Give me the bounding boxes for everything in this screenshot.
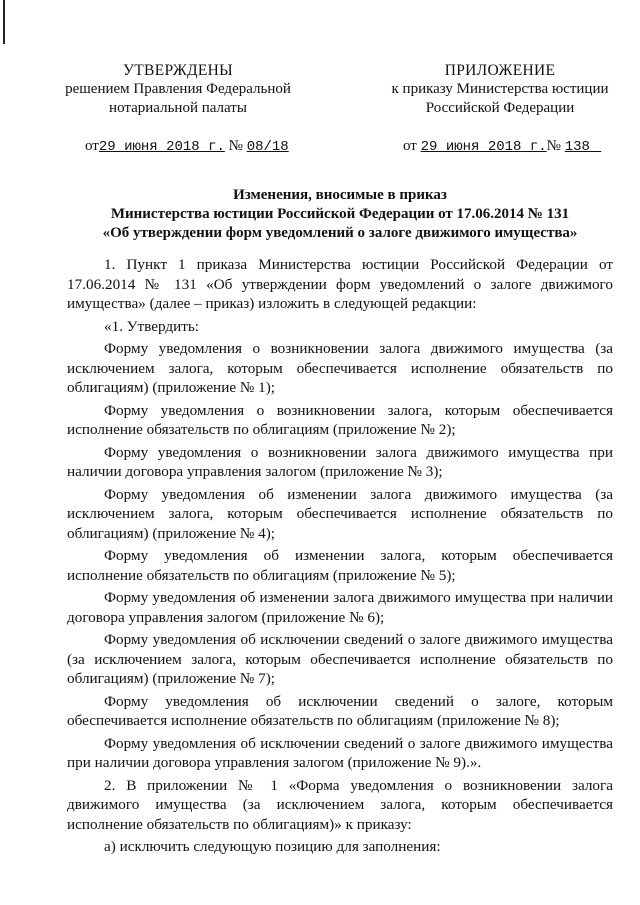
appendix-line-2: Российской Федерации: [425, 100, 575, 116]
title-line-1: Изменения, вносимые в приказ: [233, 187, 447, 203]
form-item-2: Форму уведомления о возникновении залога, которым обеспечивается исполнение обязательств по облигациям (приложение № 2);: [67, 401, 613, 438]
approval-title: УТВЕРЖДЕНЫ: [123, 62, 233, 79]
form-item-4: Форму уведомления об изменении залога движимого имущества (за исключением залога, которым обеспечивается исполнение обязательств по облигациям) (приложение № 4);: [67, 485, 613, 542]
appendix-line-1: к приказу Министерства юстиции: [391, 81, 609, 97]
order-date-prefix: от: [403, 138, 417, 154]
form-item-1: Форму уведомления о возникновении залога движимого имущества (за исключением залога, которым обеспечивается исполнение обязательств по облигациям) (приложение № 1);: [67, 340, 613, 396]
form-item-6: Форму уведомления об изменении залога движимого имущества при наличии договора управления залогом (приложение № 6);: [67, 589, 613, 626]
approval-date-prefix: от: [85, 138, 99, 154]
form-item-9: Форму уведомления об исключении сведений о залоге движимого имущества при наличии договора управления залогом (приложение № 9).».: [67, 734, 613, 771]
approval-number-label: №: [228, 138, 243, 154]
title-line-2: Министерства юстиции Российской Федерации от 17.06.2014 № 131: [110, 206, 570, 222]
document-body: [67, 255, 613, 860]
order-number: 138: [564, 139, 590, 155]
approval-line-1: решением Правления Федеральной: [65, 81, 291, 97]
form-item-5: Форму уведомления об изменении залога, которым обеспечивается исполнение обязательств по облигациям (приложение № 5);: [67, 547, 613, 584]
appendix-title: ПРИЛОЖЕНИЕ: [444, 62, 556, 79]
approval-block: [60, 61, 296, 118]
paragraph-approve: «1. Утвердить:: [104, 317, 200, 335]
appendix-block: [380, 61, 620, 118]
order-number-label: №: [546, 138, 561, 154]
approval-date-line: [85, 138, 289, 155]
approval-date: 29 июня 2018 г.: [98, 139, 225, 155]
paragraph-item-2: 2. В приложении № 1 «Форма уведомления о возникновении залога движимого имущества (за исключением залога, которым обеспечивается исполнение обязательств по облигациям)» к приказу:: [67, 776, 613, 833]
page-edge-mark: [3, 0, 5, 44]
title-line-3: «Об утверждении форм уведомлений о залоге движимого имущества»: [102, 225, 578, 241]
form-item-7: Форму уведомления об исключении сведений о залоге движимого имущества (за исключением залога, которым обеспечивается исполнение обязательств по облигациям) (приложение № 7);: [67, 631, 613, 687]
paragraph-item-1: 1. Пункт 1 приказа Министерства юстиции Российской Федерации от 17.06.2014 № 131 «Об утверждении форм уведомлений о залоге движимого имущества» (далее – приказ) изложить в следующей редакции:: [67, 256, 613, 312]
form-item-8: Форму уведомления об исключении сведений о залоге, которым обеспечивается исполнение обязательств по облигациям (приложение № 8);: [67, 692, 613, 729]
paragraph-item-2a: а) исключить следующую позицию для заполнения:: [104, 838, 441, 855]
approval-line-2: нотариальной палаты: [109, 100, 247, 116]
form-item-3: Форму уведомления о возникновении залога движимого имущества при наличии договора управления залогом (приложение № 3);: [67, 443, 613, 480]
document-title: [60, 186, 620, 243]
approval-number: 08/18: [246, 139, 289, 155]
order-date: 29 июня 2018 г.: [420, 139, 547, 155]
order-date-line: [403, 138, 601, 155]
